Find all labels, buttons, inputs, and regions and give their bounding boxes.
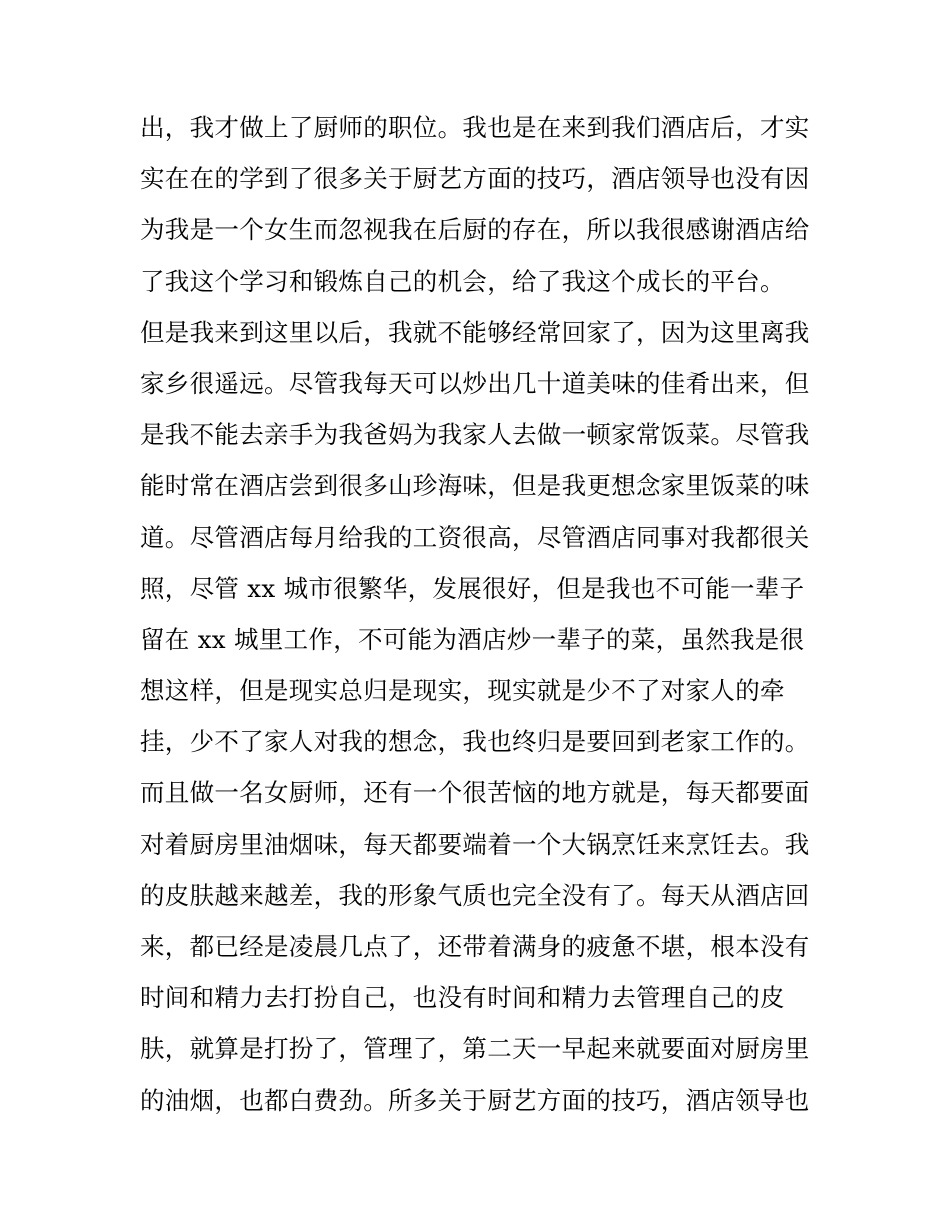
text-line: 实在在的学到了很多关于厨艺方面的技巧，酒店领导也没有因 [140,164,810,194]
text-line: 来，都已经是凌晨几点了，还带着满身的疲惫不堪，根本没有 [140,932,810,961]
text-line: 能时常在酒店尝到很多山珍海味，但是我更想念家里饭菜的味 [140,471,810,501]
text-line: 肤，就算是打扮了，管理了，第二天一早起来就要面对厨房里 [140,1034,810,1064]
text-line: 但是我来到这里以后，我就不能够经常回家了，因为这里离我 [140,317,810,347]
text-line: 道。尽管酒店每月给我的工资很高，尽管酒店同事对我都很关 [140,522,810,552]
text-line: 家乡很遥远。尽管我每天可以炒出几十道美味的佳肴出来，但 [140,368,810,398]
text-line: 照，尽管 xx 城市很繁华，发展很好，但是我也不可能一辈子 [140,573,805,603]
text-line: 而且做一名女厨师，还有一个很苦恼的地方就是，每天都要面 [140,778,810,808]
body-text [140,102,820,1126]
text-line: 留在 xx 城里工作，不可能为酒店炒一辈子的菜，虽然我是很 [140,624,805,654]
text-line: 的油烟，也都白费劲。所多关于厨艺方面的技巧，酒店领导也 [140,1085,810,1115]
text-line: 的皮肤越来越差，我的形象气质也完全没有了。每天从酒店回 [140,880,810,910]
text-line: 挂，少不了家人对我的想念，我也终归是要回到老家工作的。 [140,727,810,757]
text-line: 对着厨房里油烟味，每天都要端着一个大锅烹饪来烹饪去。我 [140,829,810,859]
text-line: 是我不能去亲手为我爸妈为我家人去做一顿家常饭菜。尽管我 [140,420,810,450]
text-line: 为我是一个女生而忽视我在后厨的存在，所以我很感谢酒店给 [140,215,810,245]
text-line: 时间和精力去打扮自己，也没有时间和精力去管理自己的皮 [140,983,785,1013]
text-line: 了我这个学习和锻炼自己的机会，给了我这个成长的平台。 [140,266,785,296]
text-line: 想这样，但是现实总归是现实，现实就是少不了对家人的牵 [140,676,785,706]
text-line: 出，我才做上了厨师的职位。我也是在来到我们酒店后，才实 [140,113,810,142]
